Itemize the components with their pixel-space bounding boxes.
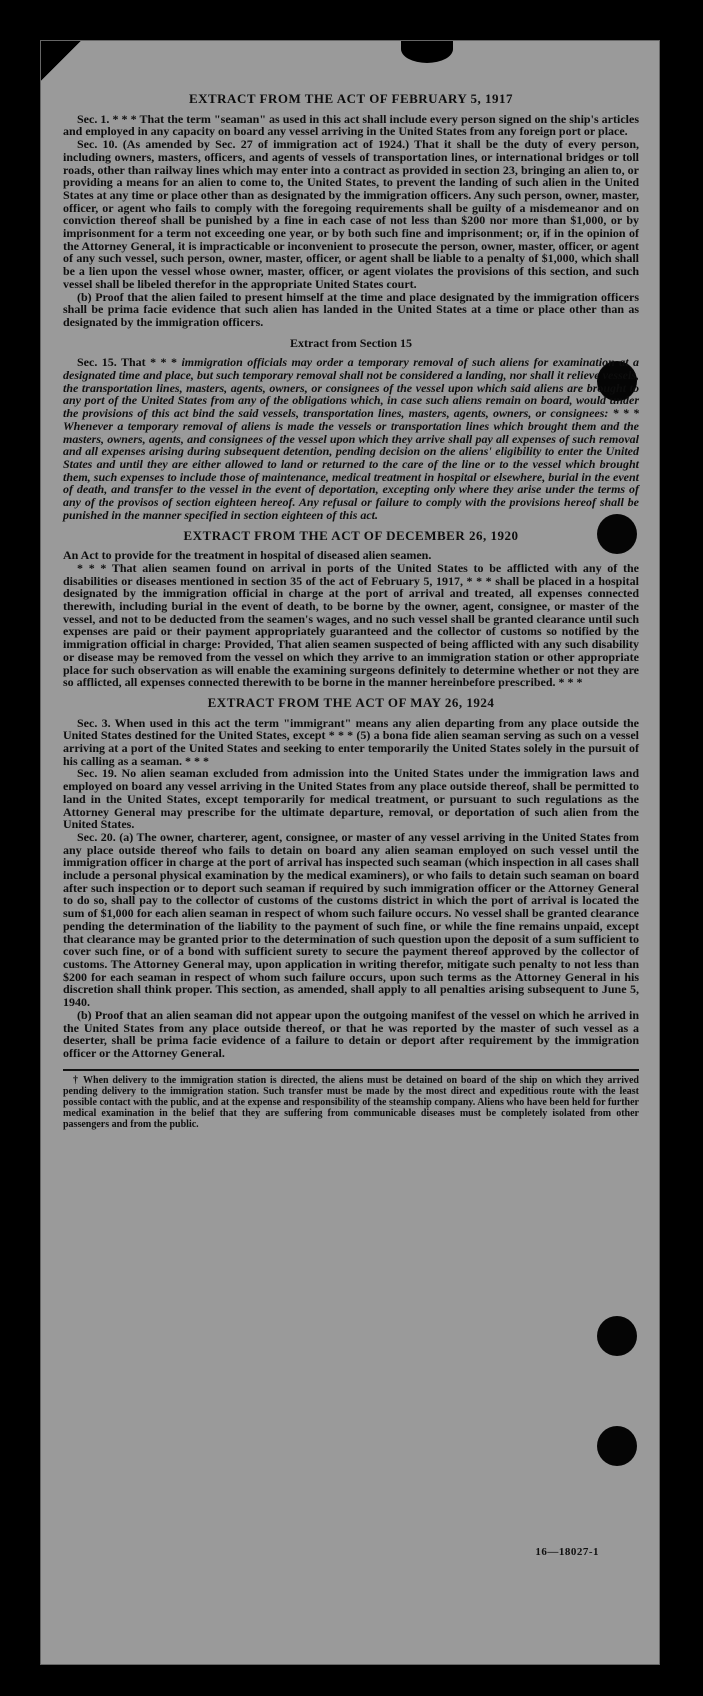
paragraph-sec-19: Sec. 19. No alien seaman excluded from admission into the United States under the immigration laws and employed on board any vessel arriving in the United States from any place outside thereof, shall be permitted to land in the United States, except temporarily for medical treatment, or pursuant to such regulations as the Attorney General may prescribe for the ultimate departure, removal, or deportation of such alien from the United States.: [63, 766, 639, 832]
form-number: 16—18027-1: [535, 1546, 599, 1558]
sec-15-text: immigration officials may order a temporary removal of such aliens for examination at a designated time and place, but such temporary removal shall not be considered a landing, nor shall it relieve vessels, the transportation lines, masters, agents, owners, or consignees of the vessel upon which said aliens are brought to any port of the United States from any of the obligations which, in case such aliens remain on board, would under the provisions of this act bind the said vessels, transportation lines, masters, agents, owners, or consignees: * * * Whenever a temporary removal of aliens is made the vessels or transportation lines which brought them and the masters, owners, agents, and consignees of the vessel upon which they arrive shall pay all expenses of such removal and all expenses arising during subsequent detention, pending decision on the aliens' eligibility to enter the United States and until they are either allowed to land or returned to the care of the line or to the vessel which brought them, such expenses to include those of maintenance, medical treatment in hospital or elsewhere, burial in the event of death, and transfer to the vessel in the event of deportation, excepting only where they arise under the terms of any of the provisos of section eighteen hereof. Any refusal or failure to comply with the provisions hereof shall be punished in the manner specified in section eighteen of this act.: [63, 355, 639, 522]
paragraph-sec-1: Sec. 1. * * * That the term "seaman" as used in this act shall include every person signed on the ship's articles and employed in any capacity on board any vessel arriving in the United States from any foreign port or place.: [63, 111, 639, 139]
paragraph-sec-15: [63, 356, 639, 521]
paragraph-sec-3: Sec. 3. When used in this act the term "immigrant" means any alien departing from any place outside the United States destined for the United States, except * * * (5) a bona fide alien seaman serving as such on a vessel arriving at a port of the United States and seeking to enter temporarily the United States solely in the pursuit of his calling as a seaman. * * *: [63, 715, 639, 768]
document-body: [63, 85, 639, 1131]
heading-act-1917: EXTRACT FROM THE ACT OF FEBRUARY 5, 1917: [188, 91, 514, 106]
document-sheet: [40, 40, 660, 1665]
heading-section-15: Extract from Section 15: [289, 335, 413, 350]
torn-corner: [401, 40, 453, 63]
punch-hole: [597, 1426, 637, 1466]
paragraph-seamen-treatment: * * * That alien seamen found on arrival in ports of the United States to be afflicted with any of the disabilities or diseases mentioned in section 35 of the act of February 5, 1917, * * * shall be placed in a hospital designated by the immigration official in charge at the port of arrival and treated, all expenses connected therewith, including burial in the event of death, to be borne by the owner, agent, consignee, or master of the vessel, and not to be deducted from the seamen's wages, and no such vessel shall be granted clearance until such expenses are paid or their payment appropriately guaranteed and the collector of customs so notified by the immigration official in charge: Provided, That alien seamen suspected of being afflicted with any such disability or disease may be removed from the vessel on which they arrive to an immigration station or other appropriate place for such observation as will enable the examining surgeons definitely to determine whether or not they are so afflicted, all expenses connected therewith to be borne in the manner hereinbefore prescribed. * * *: [63, 560, 639, 690]
punch-hole: [597, 1316, 637, 1356]
heading-act-1920: EXTRACT FROM THE ACT OF DECEMBER 26, 1920: [183, 527, 519, 543]
paragraph-sec-20-b: (b) Proof that an alien seaman did not appear upon the outgoing manifest of the vessel on which he arrived in the United States from any place outside thereof, or that he was reported by the master of such vessel as a deserter, shall be prima facie evidence of a failure to detain or deport after requirement by the immigration officer or the Attorney General.: [63, 1007, 639, 1060]
heading-act-1924: EXTRACT FROM THE ACT OF MAY 26, 1924: [207, 694, 495, 710]
paragraph-sec-20-a: Sec. 20. (a) The owner, charterer, agent, consignee, or master of any vessel arriving in the United States from any place outside thereof who fails to detain on board any alien seaman employed on such vessel until the immigration officer in charge at the port of arrival has inspected such seaman (which inspection in all cases shall include a personal physical examination by the medical examiners), or who fails to detain such seaman on board after such inspection or to deport such seaman if required by such immigration officer or the Attorney General to do so, shall pay to the collector of customs of the customs district in which the port of arrival is located the sum of $1,000 for each alien seaman in respect of whom such failure occurs. No vessel shall be granted clearance pending the determination of the liability to the payment of such fine, or while the fine remains unpaid, except that clearance may be granted prior to the determination of such question upon the deposit of a sum sufficient to cover such fine, or of a bond with sufficient surety to secure the payment thereof approved by the collector of customs. The Attorney General may, upon application in writing therefor, mitigate such penalty to not less than $200 for each seaman in respect of whom such failure occurs, upon such terms as the Attorney General in his discretion shall think proper. This section, as amended, shall apply to all penalties arising subsequent to June 5, 1940.: [63, 829, 639, 1010]
sec-15-lead: Sec. 15. That * * *: [77, 355, 182, 370]
paragraph-act-title: An Act to provide for the treatment in hospital of diseased alien seamen.: [63, 548, 432, 563]
footnote: † When delivery to the immigration station is directed, the aliens must be detained on board of the ship on which they arrived pending delivery to the immigration station. Such transfer must be made by the most direct and expeditious route with the least possible contact with the public, and at the expense and responsibility of the steamship company. Aliens who have been held for further medical examination in the belief that they are suffering from communicable diseases must be completely isolated from other passengers and from the public.: [63, 1069, 639, 1131]
paragraph-sec-10-b: (b) Proof that the alien failed to present himself at the time and place designated by the immigration officers shall be prima facie evidence that such alien has landed in the United States at a time or place other than as designated by the immigration officers.: [63, 289, 639, 329]
paragraph-sec-10: Sec. 10. (As amended by Sec. 27 of immigration act of 1924.) That it shall be the duty of every person, including owners, masters, officers, and agents of vessels of transportation lines, or international bridges or toll roads, other than railway lines which may enter into a contract as provided in section 23, bringing an alien to, or providing a means for an alien to come to, the United States, to prevent the landing of such alien in the United States at any time or place other than as designated by the immigration officers. Any such person, owner, master, officer, or agent who fails to comply with the foregoing requirements shall be guilty of a misdemeanor and on conviction thereof shall be punished by a fine in each case of not less than $200 nor more than $1,000, or by imprisonment for a term not exceeding one year, or by both such fine and imprisonment; or, if in the opinion of the Attorney General, it is impracticable or inconvenient to prosecute the person, owner, master, officer, or agent of any such vessel, such person, owner, master, officer, or agent shall be liable to a penalty of $1,000, which shall be a lien upon the vessel whose owner, master, officer, or agent violates the provisions of this section, and such vessel shall be libeled therefor in the appropriate United States court.: [63, 137, 639, 291]
